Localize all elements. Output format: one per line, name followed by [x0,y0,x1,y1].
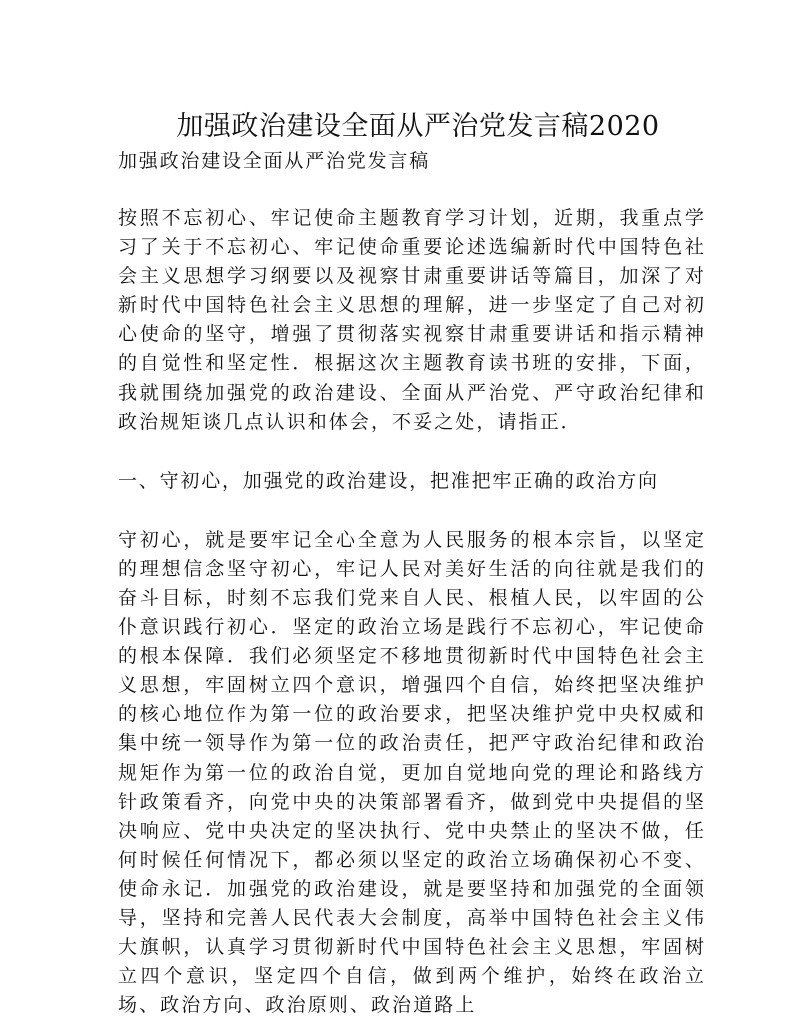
body-paragraph: 守初心，就是要牢记全心全意为人民服务的根本宗旨，以坚定的理想信念坚守初心，牢记人民对美好生活的向往就是我们的奋斗目标，时刻不忘我们党来自人民、根植人民，以牢固的公仆意识践行初心．坚定的政治立场是践行不忘初心，牢记使命的根本保障．我们必须坚定不移地贯彻新时代中国特色社会主义思想，牢固树立四个意识，增强四个自信，始终把坚决维护的核心地位作为第一位的政治要求，把坚决维护党中央权威和集中统一领导作为第一位的政治责任，把严守政治纪律和政治规矩作为第一位的政治自觉，更加自觉地向党的理论和路线方针政策看齐，向党中央的决策部署看齐，做到党中央提倡的坚决响应、党中央决定的坚决执行、党中央禁止的坚决不做，任何时候任何情况下，都必须以坚定的政治立场确保初心不变、使命永记．加强党的政治建设，就是要坚持和加强党的全面领导，坚持和完善人民代表大会制度，高举中国特色社会主义伟大旗帜，认真学习贯彻新时代中国特色社会主义思想，牢固树立四个意识，坚定四个自信，做到两个维护，始终在政治立场、政治方向、政治原则、政治道路上 [118,528,706,1017]
document-subtitle: 加强政治建设全面从严治党发言稿 [118,150,431,172]
section-heading: 一、守初心，加强党的政治建设，把准把牢正确的政治方向 [118,469,659,492]
intro-paragraph: 按照不忘初心、牢记使命主题教育学习计划，近期，我重点学习了关于不忘初心、牢记使命重要论述选编新时代中国特色社会主义思想学习纲要以及视察甘肃重要讲话等篇目，加深了对新时代中国特色社会主义思想的理解，进一步坚定了自己对初心使命的坚守，增强了贯彻落实视察甘肃重要讲话和指示精神的自觉性和坚定性．根据这次主题教育读书班的安排，下面，我就围绕加强党的政治建设、全面从严治党、严守政治纪律和政治规矩谈几点认识和体会，不妥之处，请指正． [118,207,706,433]
document-title: 加强政治建设全面从严治党发言稿2020 [176,111,660,142]
